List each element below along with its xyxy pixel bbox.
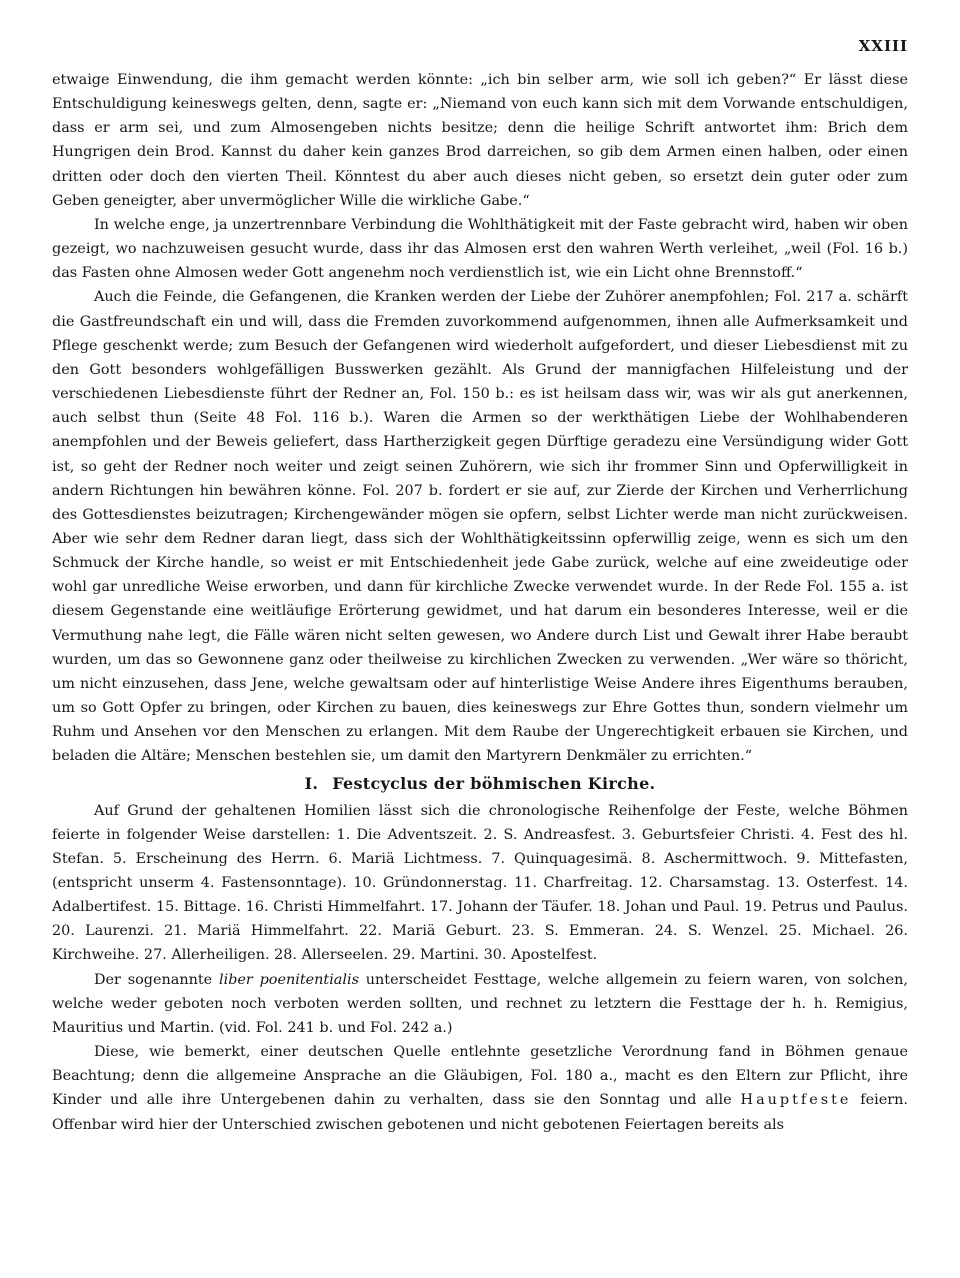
paragraph-fasting-alms: In welche enge, ja unzertrennbare Verbindung die Wohlthätigkeit mit der Faste gebracht wird, haben wir oben gezeigt, wo nachzuweisen gesucht wurde, dass ihr das Almosen erst den wahren Werth verleihet, „weil (Fol. 16 b.) das Fasten ohne Almosen weder Gott angenehm noch verdienstlich ist, wie ein Licht ohne Brennstoff.“ xyxy=(52,216,908,282)
text-run: Diese, wie bemerkt, einer deutschen Quelle entlehnte gesetzliche Verordnung fand in Böhmen genaue Beachtung; denn die allgemeine Ansprache an die Gläubigen, Fol. 180 a., macht es den Eltern zur Pflicht, ihre Kinder und alle ihre Untergebenen dahin zu verhalten, dass sie den Sonntag und alle xyxy=(52,1044,908,1109)
paragraph-feast-list: Auf Grund der gehaltenen Homilien lässt sich die chronologische Reihenfolge der Feste, welche Böhmen feierte in folgender Weise darstellen: 1. Die Adventszeit. 2. S. Andreasfest. 3. Geburtsfeier Christi. 4. Fest des hl. Stefan. 5. Erscheinung des Herrn. 6. Mariä Lichtmess. 7. Quinquagesimä. 8. Aschermittwoch. 9. Mittefasten, (entspricht unserm 4. Fastensonntage). 10. Gründonnerstag. 11. Charfreitag. 12. Charsamstag. 13. Osterfest. 14. Adalbertifest. 15. Bittage. 16. Christi Himmelfahrt. 17. Johann der Täufer. 18. Johan und Paul. 19. Petrus und Paulus. 20. Laurenzi. 21. Mariä Himmelfahrt. 22. Mariä Geburt. 23. S. Emmeran. 24. S. Wenzel. 25. Michael. 26. Kirchweihe. 27. Allerheiligen. 28. Allerseelen. 29. Martini. 30. Apostelfest. xyxy=(52,802,908,964)
section-title: Festcyclus der böhmischen Kirche. xyxy=(332,773,656,793)
paragraph-alms-objection: etwaige Einwendung, die ihm gemacht werden könnte: „ich bin selber arm, wie soll ich geben?“ Er lässt diese Entschuldigung keineswegs gelten, denn, sagte er: „Niemand von euch kann sich mit dem Vorwande entschuldigen, dass er arm sei, und zum Almosengeben nichts besitze; denn die heilige Schrift antwortet ihm: Brich dem Hungrigen dein Brod. Kannst du daher kein ganzes Brod darreichen, so gib dem Armen einen halben, oder einen dritten oder doch den vierten Theil. Könntest du aber auch dieses nicht geben, so ersetzt dein guter oder zum Geben geneigter, aber unvermöglicher Wille die wirkliche Gabe.“ xyxy=(52,72,908,209)
paragraph-german-source xyxy=(52,1040,908,1137)
spaced-emphasis: Hauptfeste xyxy=(740,1092,852,1109)
text-run: unterscheidet Festtage, welche allgemein zu feiern waren, von solchen, welche weder geboten noch verboten werden sollten, und rechnet zu letztern die Festtage der h. h. Remigius, Mauritius und Martin. (vid. Fol. 241 b. und Fol. 242 a.) xyxy=(52,971,909,1036)
text-run: feiern. Offenbar wird hier der Unterschied zwischen gebotenen und nicht gebotenen Feiertagen bereits als xyxy=(52,1092,908,1133)
page-number: XXIII xyxy=(858,37,908,55)
italic-title: liber poenitentialis xyxy=(218,971,359,988)
paragraph-charity-works: Auch die Feinde, die Gefangenen, die Kranken werden der Liebe der Zuhörer anempfohlen; Fol. 217 a. schärft die Gastfreundschaft ein und will, dass die Fremden zuvorkommend aufgenommen, ihnen alle Aufmerksamkeit und Pflege geschenkt werde; zum Besuch der Gefangenen wird wiederholt aufgefordert, und dieser Liebesdienst mit zu den Gott besonders wohlgefälligen Busswerken gezählt. Als Grund der mannigfachen Hilfeleistung und der verschiedenen Liebesdienste führt der Redner an, Fol. 150 b.: es ist heilsam dass wir, was wir als gut anerkennen, auch selbst thun (Seite 48 Fol. 116 b.). Waren die Armen so der werkthätigen Liebe der Wohlhabenderen anempfohlen und der Beweis geliefert, dass Hartherzigkeit gegen Dürftige geradezu eine Versündigung wider Gott ist, so geht der Redner noch weiter und zeigt seinen Zuhörern, wie sich ihr frommer Sinn und Opferwilligkeit in andern Richtungen hin bewähren könne. Fol. 207 b. fordert er sie auf, zur Zierde der Kirchen und Verherrlichung des Gottesdienstes beizutragen; Kirchengewänder mögen sie opfern, selbst Lichter werde man nicht zurückweisen. Aber wie sehr dem Redner daran liegt, dass sich der Wohlthätigkeitssinn opferwillig zeige, wenn es sich um den Schmuck der Kirche handle, so weist er mit Entschiedenheit jede Gabe zurück, welche auf eine zweideutige oder wohl gar unredliche Weise erworben, und dann für kirchliche Zwecke verwendet wurde. In der Rede Fol. 155 a. ist diesem Gegenstande eine weitläufige Erörterung gewidmet, und hat darum ein besonderes Interesse, weil er die Vermuthung nahe legt, die Fälle wären nicht selten gewesen, wo Andere durch List und Gewalt ihrer Habe beraubt wurden, um das so Gewonnene ganz oder theilweise zu kirchlichen Zwecken zu verwenden. „Wer wäre so thöricht, um nicht einzusehen, dass Jene, welche gewaltsam oder auf hinterlistige Weise Andere ihres Eigenthums berauben, um so Gott Opfer zu bringen, oder Kirchen zu bauen, dies keineswegs zur Ehre Gottes thun, sondern vielmehr um Ruhm und Ansehen vor den Menschen zu erlangen. Mit dem Raube der Ungerechtigkeit erbauen sie Kirchen, und beladen die Altäre; Menschen bestehlen sie, um damit den Martyrern Denkmäler zu errichten.“ xyxy=(52,289,908,765)
paragraph-liber-poenitentialis xyxy=(52,968,908,1040)
section-heading xyxy=(52,769,908,799)
text-run: Der sogenannte xyxy=(94,971,219,988)
section-number: I. xyxy=(304,773,319,793)
document-page xyxy=(52,36,908,1137)
